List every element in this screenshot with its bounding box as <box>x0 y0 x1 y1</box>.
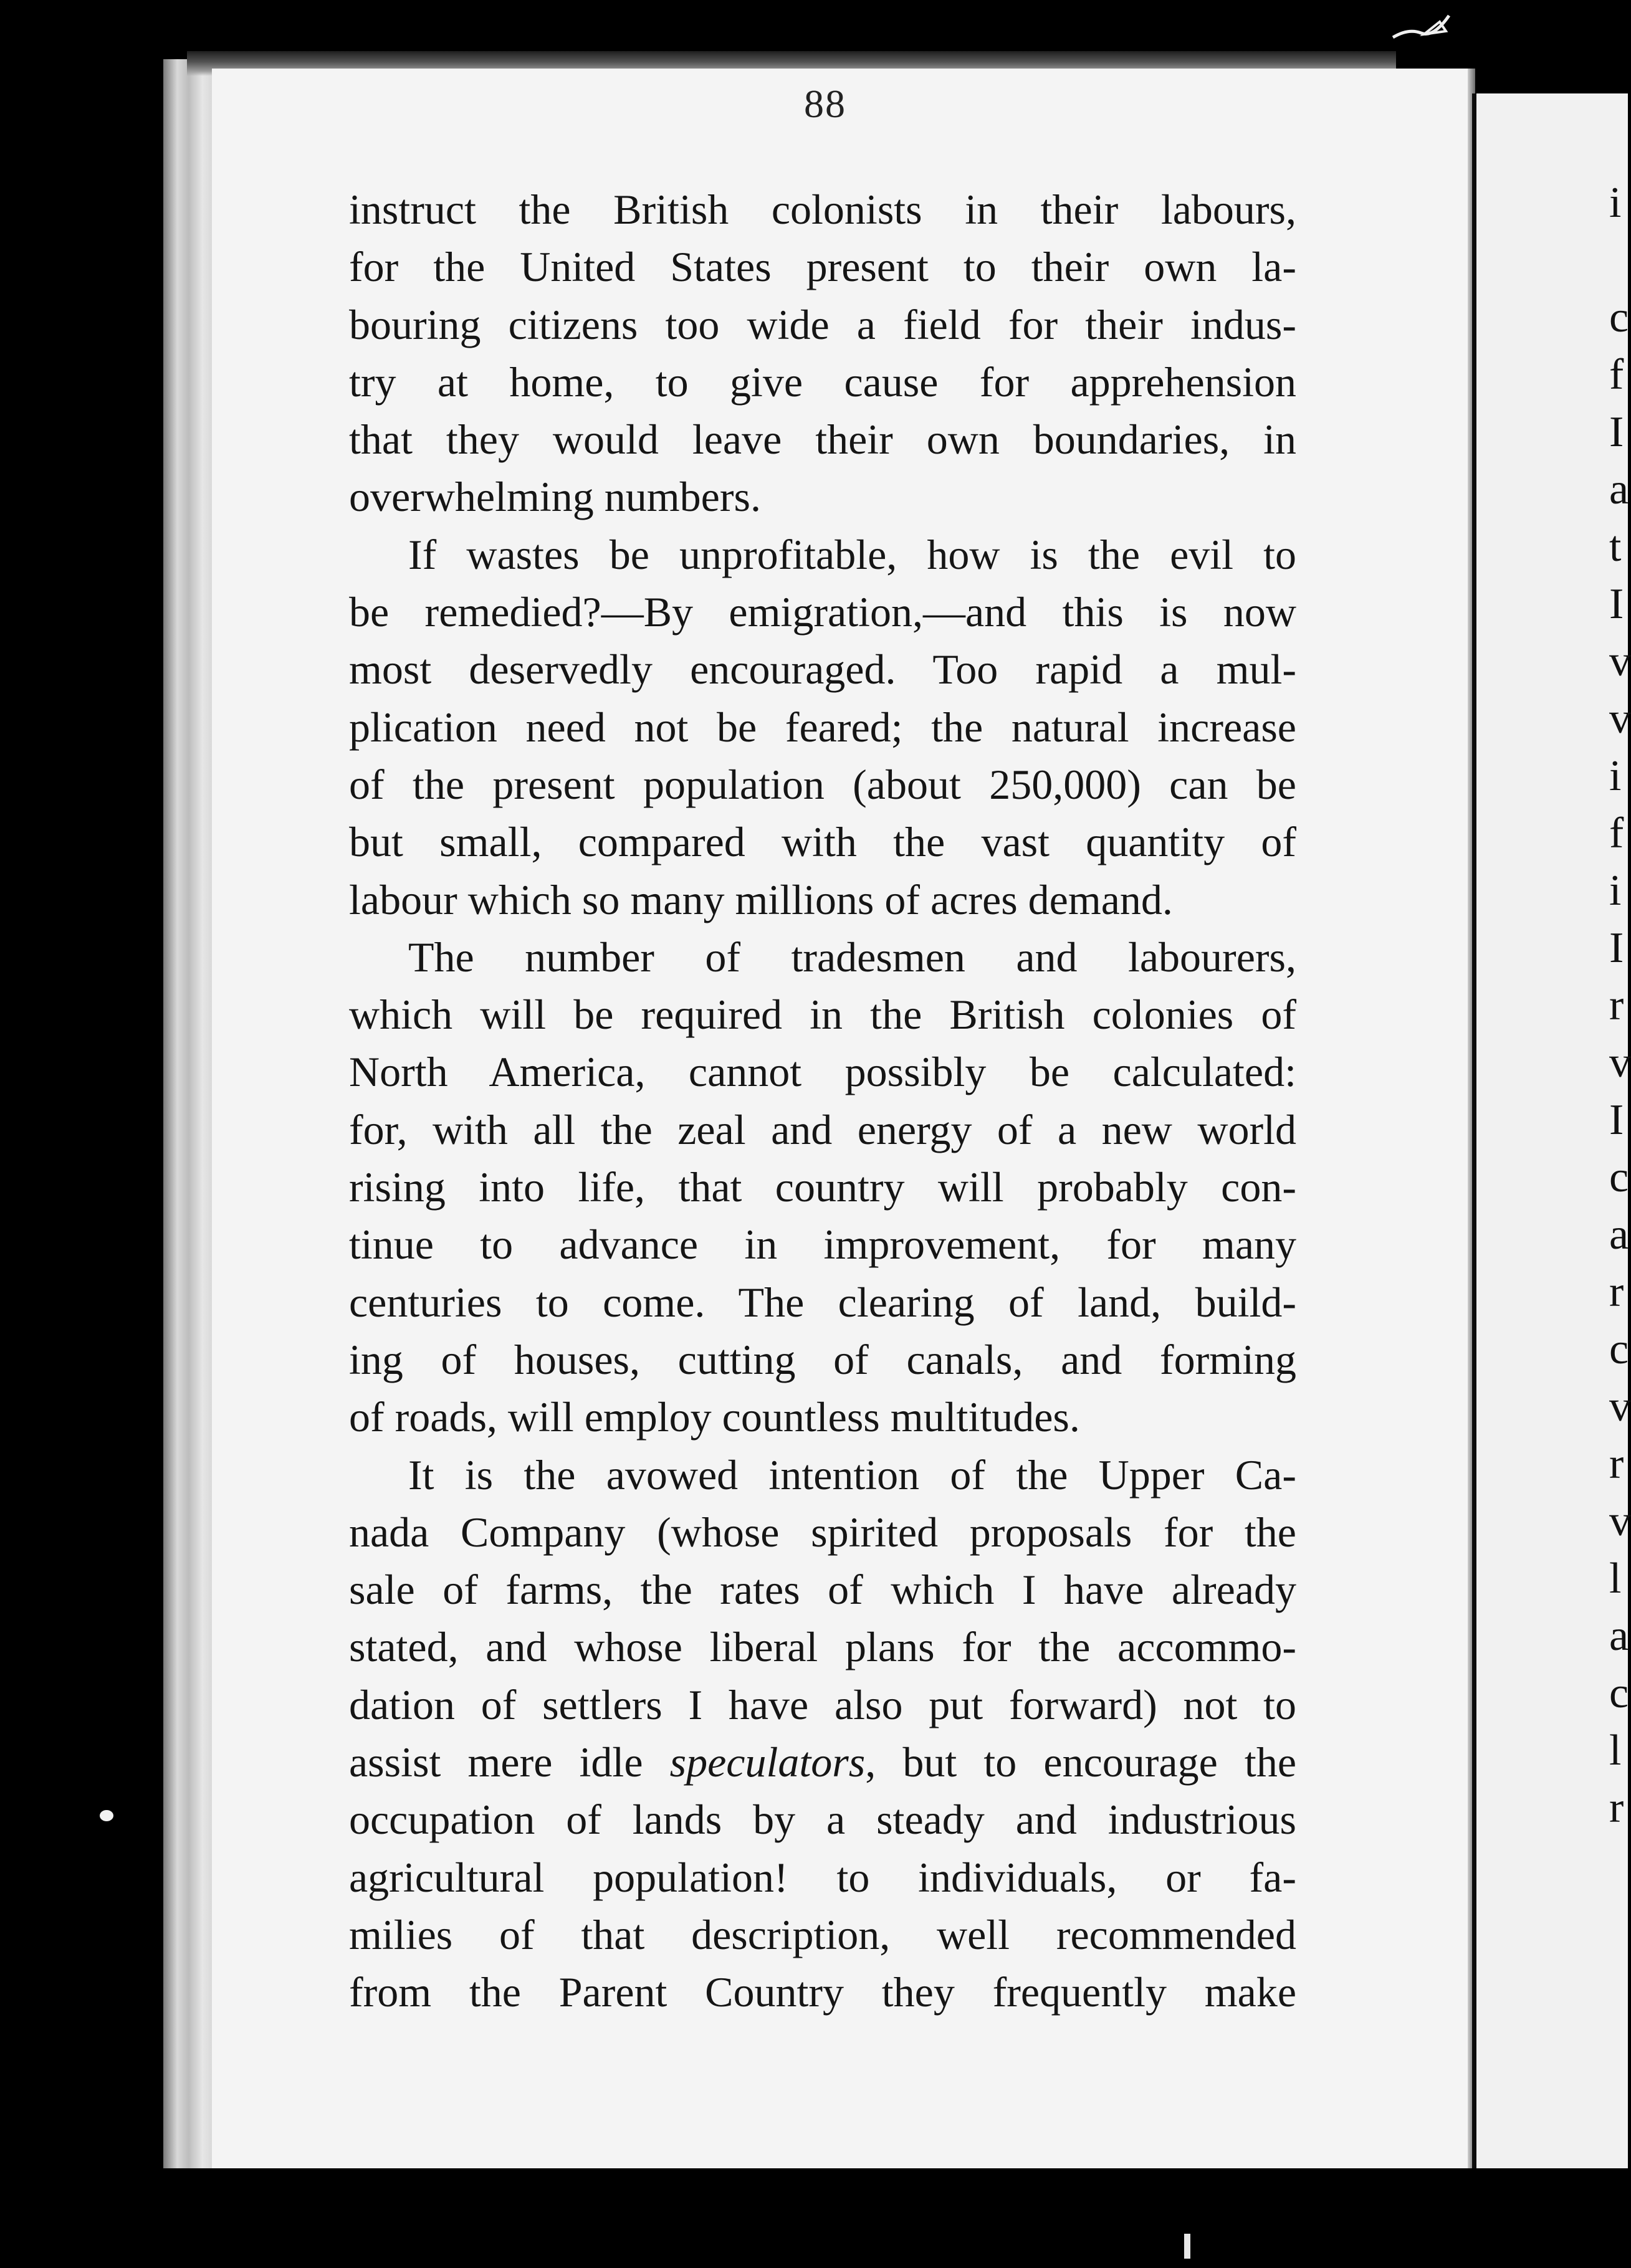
facing-page-text-fragments <box>1609 174 1631 1837</box>
text-line: of roads, will employ countless multitudes. <box>349 1393 1080 1441</box>
text-line: milies of that description, well recommended <box>349 1910 1296 1958</box>
text-segment: assist mere idle <box>349 1738 670 1786</box>
facing-letter: i <box>1609 179 1622 227</box>
text-line: It is the avowed intention of the Upper Ca- <box>408 1451 1296 1498</box>
facing-letter: I <box>1609 1096 1624 1144</box>
facing-letter: i <box>1609 752 1622 800</box>
text-segment: , but to encourage the <box>865 1738 1296 1786</box>
facing-letter: a <box>1609 1612 1629 1660</box>
text-line-with-italic <box>349 1733 1296 1791</box>
text-line: labour which so many millions of acres demand. <box>349 875 1173 923</box>
text-line: nada Company (whose spirited proposals for the <box>349 1508 1296 1556</box>
text-line: that they would leave their own boundaries, in <box>349 416 1296 464</box>
facing-letter: c <box>1609 1325 1629 1373</box>
text-line: sale of farms, the rates of which I have already <box>349 1566 1296 1614</box>
text-line: but small, compared with the vast quantity of <box>349 818 1296 866</box>
scan-mark <box>1184 2234 1190 2259</box>
scan-speck <box>100 1810 113 1821</box>
facing-letter: c <box>1609 1153 1629 1201</box>
page-body-text <box>349 181 1296 2021</box>
text-line: plication need not be feared; the natural increase <box>349 703 1296 751</box>
facing-letter: v <box>1609 637 1631 685</box>
text-line: ing of houses, cutting of canals, and forming <box>349 1335 1296 1383</box>
text-line: stated, and whose liberal plans for the accommo- <box>349 1623 1296 1671</box>
text-line: North America, cannot possibly be calculated: <box>349 1048 1296 1096</box>
facing-letter: I <box>1609 580 1624 628</box>
text-line: overwhelming numbers. <box>349 473 761 521</box>
text-line: for, with all the zeal and energy of a new world <box>349 1105 1296 1153</box>
facing-letter: t <box>1609 523 1622 571</box>
facing-letter: r <box>1609 981 1624 1029</box>
facing-letter: f <box>1609 809 1624 857</box>
italic-word: speculators <box>669 1738 866 1786</box>
facing-letter <box>1609 232 1628 289</box>
text-line: be remedied?—By emigration,—and this is now <box>349 588 1296 636</box>
facing-letter: l <box>1609 1555 1622 1603</box>
text-line: of the present population (about 250,000) can be <box>349 760 1296 808</box>
page-number: 88 <box>804 82 846 126</box>
facing-letter: v <box>1609 1383 1631 1431</box>
facing-letter: a <box>1609 465 1629 513</box>
book-page-edges <box>163 59 219 2168</box>
text-line: bouring citizens too wide a field for their indus- <box>349 300 1296 348</box>
corner-scribble-icon <box>1387 3 1461 53</box>
facing-letter: c <box>1609 1669 1629 1717</box>
facing-letter: c <box>1609 293 1629 341</box>
facing-letter: l <box>1609 1727 1622 1775</box>
text-line: rising into life, that country will probably con- <box>349 1163 1296 1211</box>
facing-page-edge-line <box>1472 93 1476 2168</box>
facing-letter: v <box>1609 1497 1631 1545</box>
facing-letter: r <box>1609 1440 1624 1488</box>
text-line: occupation of lands by a steady and industrious <box>349 1796 1296 1844</box>
facing-letter: I <box>1609 924 1624 972</box>
text-line: If wastes be unprofitable, how is the evil to <box>408 530 1296 578</box>
facing-letter: a <box>1609 1211 1629 1259</box>
text-line: agricultural population! to individuals, or fa- <box>349 1853 1296 1901</box>
text-line: instruct the British colonists in their labours, <box>349 186 1296 233</box>
facing-letter: r <box>1609 1784 1624 1832</box>
text-line: from the Parent Country they frequently make <box>349 1968 1296 2016</box>
text-line: centuries to come. The clearing of land, build- <box>349 1278 1296 1326</box>
facing-letter: f <box>1609 351 1624 399</box>
text-line: most deservedly encouraged. Too rapid a mul- <box>349 646 1296 693</box>
facing-letter: I <box>1609 408 1624 456</box>
text-line: which will be required in the British colonies of <box>349 991 1296 1039</box>
text-line: tinue to advance in improvement, for many <box>349 1221 1296 1269</box>
facing-letter: r <box>1609 1268 1624 1316</box>
facing-letter: i <box>1609 867 1622 915</box>
text-line: for the United States present to their own la- <box>349 243 1296 291</box>
facing-page <box>1475 93 1631 2168</box>
text-line: dation of settlers I have also put forward) not to <box>349 1680 1296 1728</box>
facing-letter: v <box>1609 1039 1631 1087</box>
text-line: The number of tradesmen and labourers, <box>408 933 1296 981</box>
text-line: try at home, to give cause for apprehension <box>349 358 1296 406</box>
facing-letter: v <box>1609 695 1631 743</box>
